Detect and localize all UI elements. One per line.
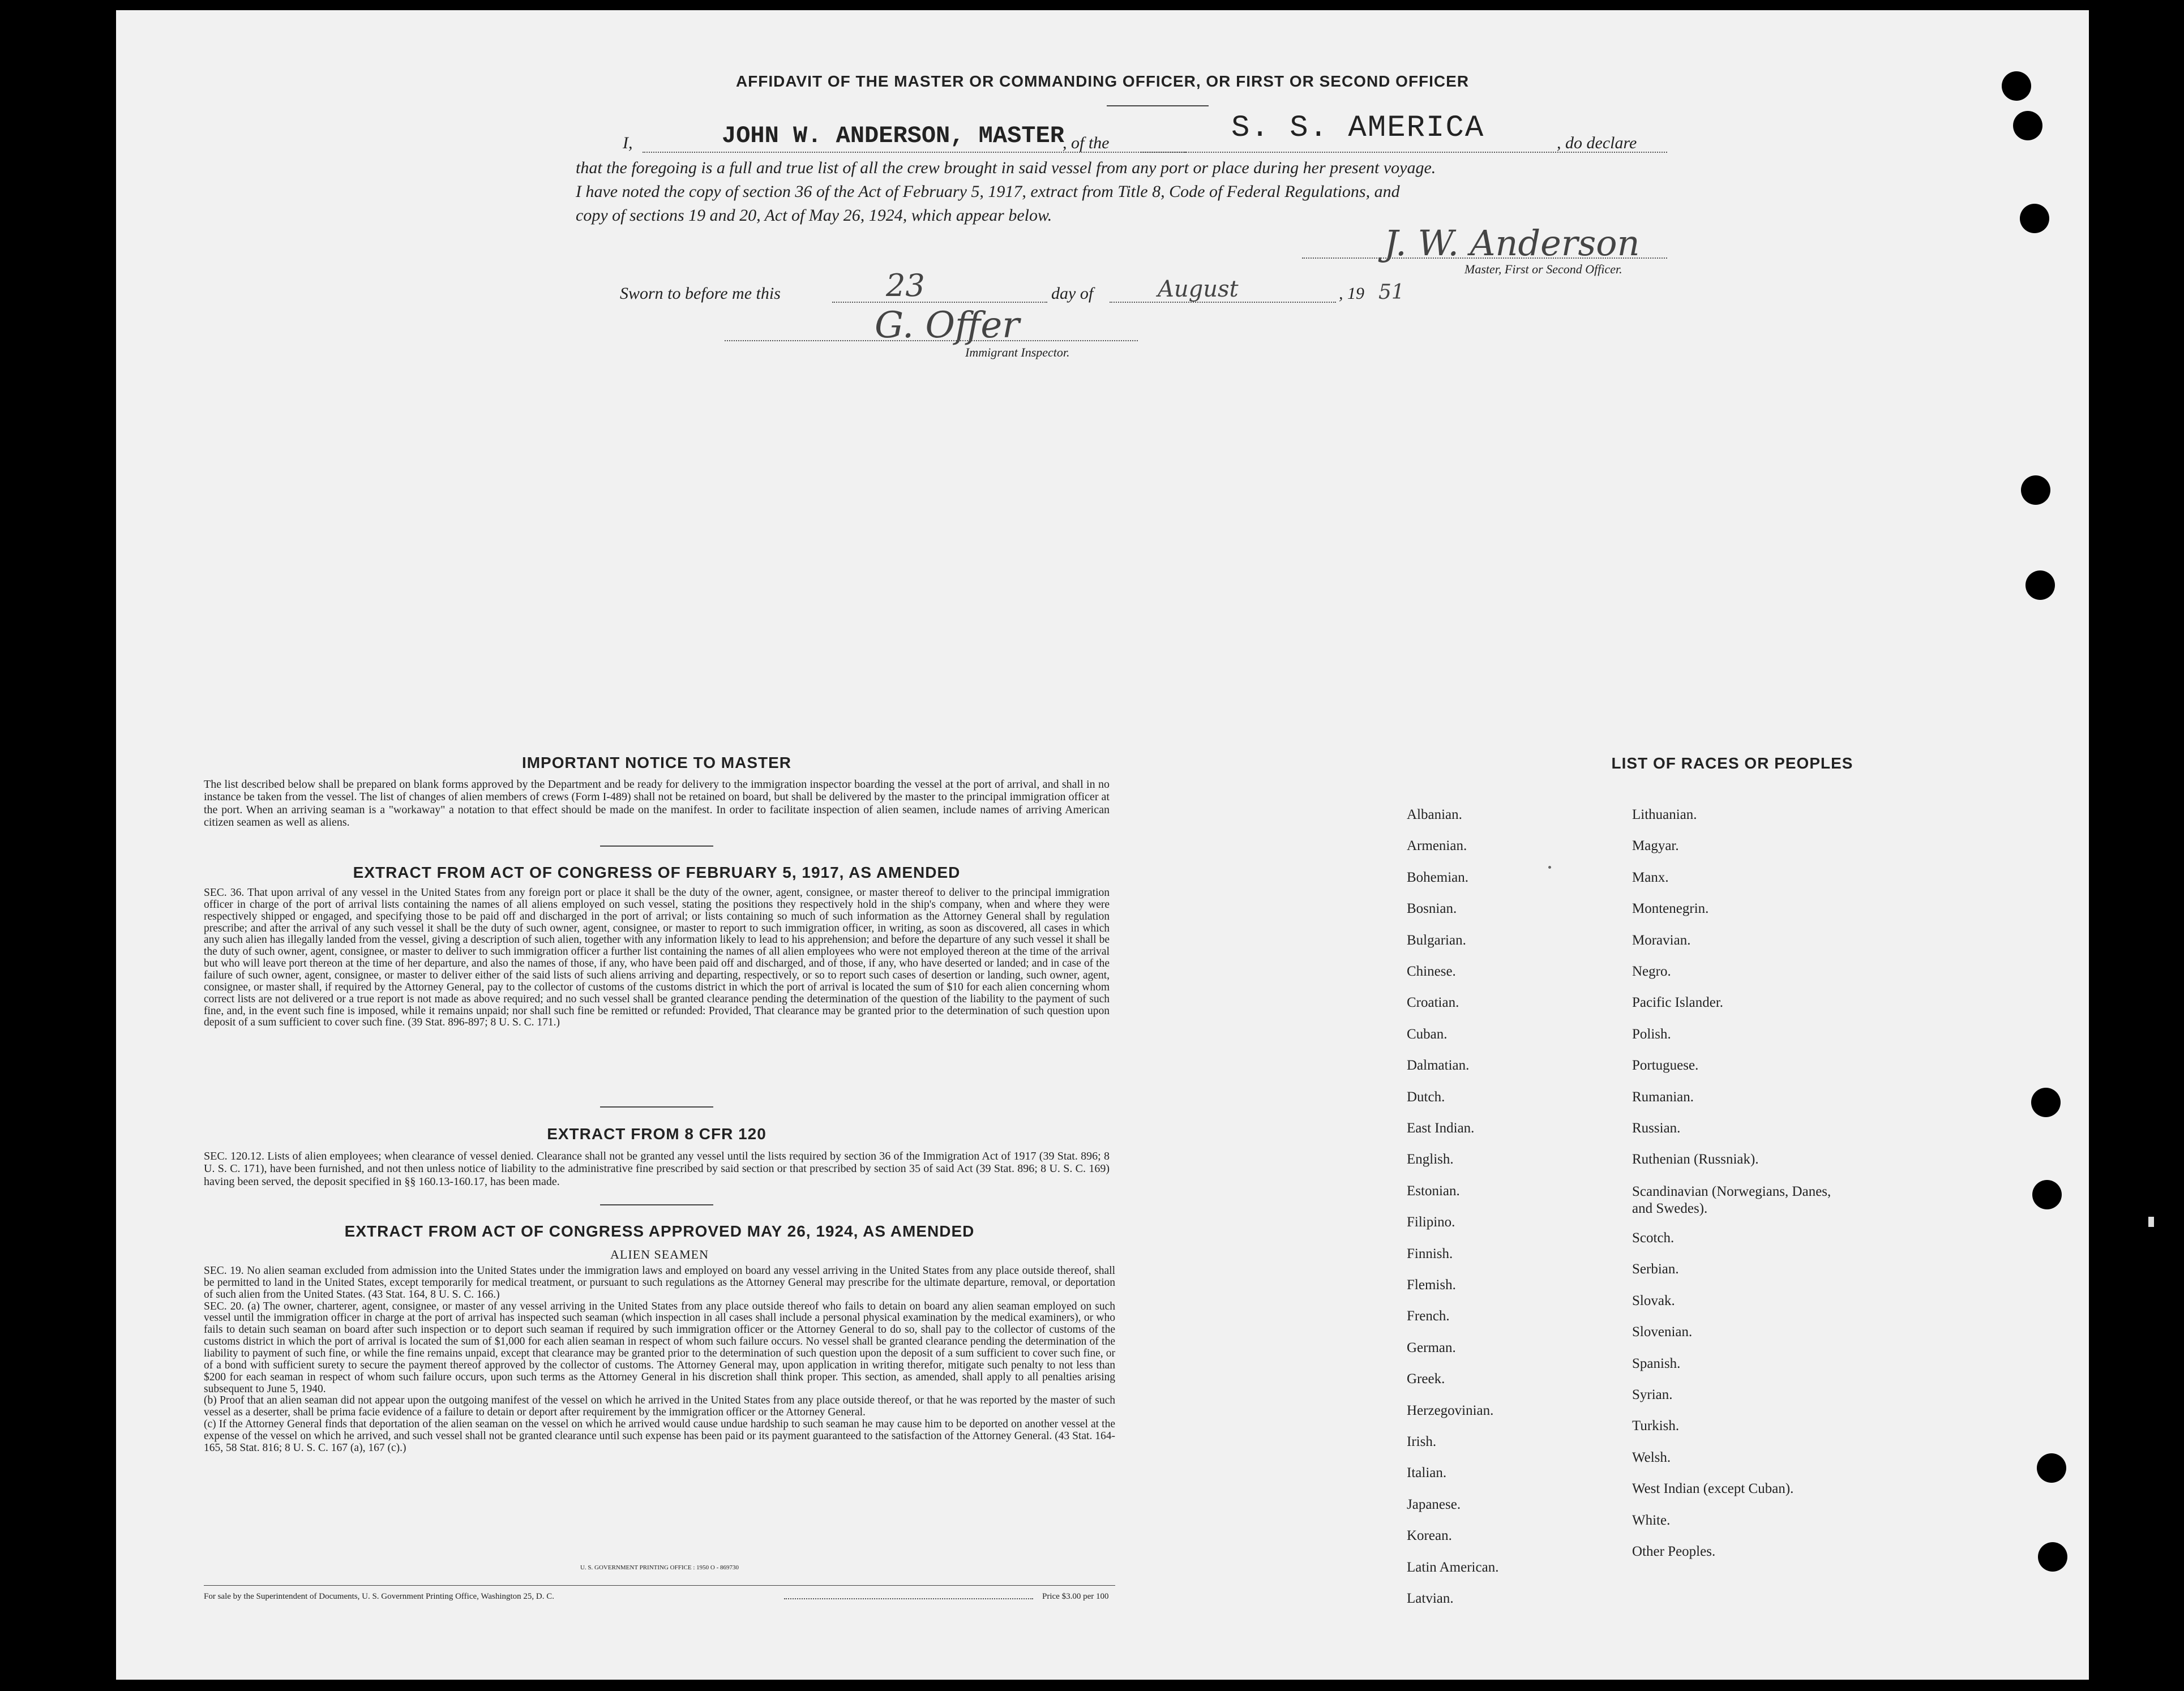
punch-hole [2037,1453,2066,1483]
master-signature: J. W. Anderson [1384,222,1640,264]
race-item: Russian. [1632,1121,1681,1136]
sec-20c-text: (c) If the Attorney General finds that deportation of the alien seaman on the vessel on which he arrived would cause undue hardship to such seaman he may cause him to be deported on another vessel at the expense of the vessel on which he arrived, and such vessel shall not be granted clearance until such expense has been paid or its payment guaranteed to the satisfaction of the Attorney General. (43 Stat. 164-165, 58 Stat. 816; 8 U. S. C. 167 (a), 167 (c).) [204,1418,1115,1454]
affidavit-title: AFFIDAVIT OF THE MASTER OR COMMANDING OFFICER, OR FIRST OR SECOND OFFICER [735,72,1470,90]
inspector-caption: Immigrant Inspector. [965,345,1070,359]
inspector-dotline [725,340,1138,341]
race-item: Finnish. [1407,1246,1453,1261]
price-text: Price $3.00 per 100 [1042,1592,1109,1601]
notice-text: The list described below shall be prepared on blank forms approved by the Department and be ready for delivery to the immigration inspector boarding the vessel at the port of arrival, and shall in no instance be taken from the vessel. The list of changes of alien members of crews (Form I-489) shall not be retained on board, but shall be delivered by the master to the principal immigration officer at the port. When an arriving seaman is a "workaway" a notation to that effect should be made on the manifest. In order to facilitate inspection of alien seamen, include names of arriving American citizen seamen as well as aliens. [204,778,1110,829]
races-title: LIST OF RACES OR PEOPLES [1611,754,1853,772]
affidavit-line-4: copy of sections 19 and 20, Act of May 26, 1924, which appear below. [576,206,1052,225]
punch-hole [2031,1088,2061,1117]
race-item: Scandinavian (Norwegians, Danes, and Swedes). [1632,1183,1831,1216]
scan-mark [2148,1217,2154,1227]
race-item: White. [1632,1512,1671,1528]
extract-1924-body [204,1265,1115,1454]
race-item: Turkish. [1632,1418,1680,1434]
extract-1924-title: EXTRACT FROM ACT OF CONGRESS APPROVED MAY 26, 1924, AS AMENDED [344,1222,975,1240]
notice-rule [600,846,713,847]
race-item: Armenian. [1407,838,1467,854]
sec-20b-text: (b) Proof that an alien seaman did not appear upon the outgoing manifest of the vessel on which he arrived in the United States from any place outside thereof, or that he was reported by the master of such vessel as a deserter, shall be prima facie evidence of a failure to detain or deport after requirement by the immigration officer or the Attorney General. [204,1394,1115,1419]
race-item: Chinese. [1407,964,1456,979]
races-left-column [1407,10,1412,16]
i-label: I, [623,134,633,152]
race-item: Syrian. [1632,1387,1673,1402]
for-sale-text: For sale by the Superintendent of Documents, U. S. Government Printing Office, Washington 25, D. C. [204,1592,554,1601]
punch-hole [2002,71,2031,101]
of-the-label: , of the [1063,134,1110,152]
year-prefix: , 19 [1339,284,1364,303]
race-item: Cuban. [1407,1026,1448,1042]
master-name: JOHN W. ANDERSON, MASTER [722,122,1064,149]
extract-1917-text: SEC. 36. That upon arrival of any vessel in the United States from any foreign port or place it shall be the duty of the owner, agent, consignee, or master thereof to deliver to the principal immigration officer in charge of the port of arrival lists containing the names of all aliens employed on such vessel, stating the positions they respectively hold in the ship's company, when and where they were respectively shipped or engaged, and specifying those to be paid off and discharged in the port of arrival; or lists containing so much of such information as the Attorney General shall by regulation prescribe; and after the arrival of any such vessel it shall be the duty of such owner, agent, consignee, or master to report to such immigration officer, in writing, as soon as discovered, all cases in which any such alien has illegally landed from the vessel, giving a description of such alien, together with any information likely to lead to his apprehension; and before the departure of any such vessel it shall be the duty of such owner, agent, consignee, or master to deliver to such immigration officer a further list containing the names of all alien employees who were not employed thereon at the time of the arrival but who will leave port thereon at the time of her departure, and also the names of those, if any, who have been paid off and discharged, and of those, if any, who have deserted or landed; and in case of the failure of such owner, agent, consignee, or master to deliver either of the said lists of such aliens arriving and departing, respectively, or so to report such cases of desertion or landing, such owner, agent, consignee, or master shall, if required by the Attorney General, pay to the collector of customs of the customs district in which the port of arrival is located the sum of $10 for each alien concerning whom correct lists are not delivered or a true report is not made as above required; and no such vessel shall be granted clearance pending the determination of the question of the liability to the payment of such fine, and, in the event such fine is imposed, while it remains unpaid; nor shall such fine be remitted or refunded: Provided, That clearance may be granted prior to the determination of such question upon deposit of a sum sufficient to cover such fine. (39 Stat. 896-897; 8 U. S. C. 171.) [204,887,1110,1029]
race-item: Manx. [1632,869,1669,885]
notice-title: IMPORTANT NOTICE TO MASTER [521,754,792,771]
footer-rule [204,1585,1115,1586]
race-item: West Indian (except Cuban). [1632,1481,1794,1497]
document-page [116,10,2089,1680]
race-item: Other Peoples. [1632,1543,1716,1559]
race-item: Polish. [1632,1026,1671,1042]
race-item: Greek. [1407,1371,1445,1387]
punch-hole [2032,1180,2062,1209]
race-item: Negro. [1632,964,1671,979]
punch-hole [2038,1542,2067,1572]
race-item: Bosnian. [1407,901,1457,917]
race-item: Scotch. [1632,1230,1675,1246]
sworn-month: August [1158,276,1239,302]
race-item: Slovenian. [1632,1324,1693,1340]
gpo-imprint: U. S. GOVERNMENT PRINTING OFFICE : 1950 O - 869730 [580,1564,739,1571]
inspector-signature: G. Offer [875,304,1020,346]
race-item: Rumanian. [1632,1089,1694,1105]
affidavit-line-2: that the foregoing is a full and true list of all the crew brought in said vessel from any port or place during her present voyage. [576,158,1436,177]
race-item: Estonian. [1407,1183,1460,1199]
extract-1917-rule [600,1106,713,1108]
race-item: Flemish. [1407,1277,1456,1293]
race-item: Irish. [1407,1434,1437,1449]
race-item: Dalmatian. [1407,1058,1470,1074]
race-item: Italian. [1407,1465,1447,1481]
extract-1917-title: EXTRACT FROM ACT OF CONGRESS OF FEBRUARY 5, 1917, AS AMENDED [353,864,961,881]
extract-cfr-text: SEC. 120.12. Lists of alien employees; when clearance of vessel denied. Clearance shall not be granted any vessel until the lists required by section 36 of the Immigration Act of 1917 (39 Stat. 896; 8 U. S. C. 171), have been furnished, and not then unless notice of liability to the administrative fine prescribed by said section or that prescribed by section 35 of said Act (39 Stat. 896; 8 U. S. C. 169) having been served, the deposit specified in §§ 160.13-160.17, has been made. [204,1150,1110,1188]
race-item: East Indian. [1407,1121,1475,1136]
punch-hole [2013,111,2042,140]
year-suffix: 51 [1378,281,1404,304]
sec-20a-text: SEC. 20. (a) The owner, charterer, agent, consignee, or master of any vessel arriving in the United States from any place outside thereof who fails to detain on board any alien seaman employed on such vessel until the immigration officer in charge at the port of arrival has inspected such seaman (which inspection in all cases shall include a personal physical examination by the medical examiners), or who fails to detain such seaman on board after such inspection or to deport such seaman if required by such immigration officer or the Attorney General to do so, shall pay to the collector of customs of the customs district in which the port of arrival is located the sum of $1,000 for each alien seaman in respect of whom such failure occurs. No vessel shall be granted clearance pending the determination of the liability to payment of such fine, or while the fine remains unpaid, except that clearance may be granted prior to the determination of such question upon the deposit of a sum sufficient to cover such fine, or of a bond with sufficient surety to secure the payment thereof approved by the collector of customs. The Attorney General may, upon application in writing therefor, mitigate such penalty to not less than $200 for each seaman in respect of whom such failure occurs, upon such terms as the Attorney General in his discretion shall think proper. This section, as amended, shall apply to all penalties arising subsequent to June 5, 1940. [204,1300,1115,1395]
race-item: Pacific Islander. [1632,995,1724,1011]
sworn-label: Sworn to before me this [620,284,781,303]
speck [1548,866,1551,869]
race-item: Bulgarian. [1407,932,1466,948]
race-item: Portuguese. [1632,1058,1699,1074]
punch-hole [2025,570,2055,600]
title-rule [1107,105,1209,106]
vessel-name: S. S. AMERICA [1231,111,1485,145]
race-item: Magyar. [1632,838,1679,854]
race-item: Latin American. [1407,1559,1499,1575]
race-item: Croatian. [1407,995,1459,1011]
affidavit-line-3: I have noted the copy of section 36 of the Act of February 5, 1917, extract from Title 8, Code of Federal Regulations, and [576,182,1400,201]
footer-dotline [784,1598,1033,1599]
race-item: Korean. [1407,1528,1452,1544]
race-item: Bohemian. [1407,869,1469,885]
day-of-label: day of [1051,284,1094,303]
extract-cfr-rule [600,1204,713,1205]
race-item: Lithuanian. [1632,807,1697,822]
race-item: Moravian. [1632,932,1691,948]
sec-19-text: SEC. 19. No alien seaman excluded from admission into the United States under the immigration laws and employed on board any vessel arriving in the United States from any place outside thereof, shall be permitted to land in the United States, except temporarily for medical treatment, or pursuant to such regulations as the Attorney General may prescribe for the ultimate departure, removal, or deportation of such alien from the United States. (43 Stat. 164, 8 U. S. C. 166.) [204,1265,1115,1301]
signature-caption: Master, First or Second Officer. [1464,262,1622,276]
sworn-day: 23 [886,268,925,303]
race-item: English. [1407,1152,1454,1168]
race-item: Serbian. [1632,1261,1679,1277]
signature-dotline [1302,257,1667,259]
race-item: Latvian. [1407,1591,1454,1606]
alien-seamen-subtitle: ALIEN SEAMEN [610,1247,709,1261]
punch-hole [2020,204,2049,233]
race-item: Dutch. [1407,1089,1445,1105]
punch-hole [2021,475,2050,505]
do-declare-label: , do declare [1557,134,1637,152]
race-item: Slovak. [1632,1293,1675,1308]
race-item: Japanese. [1407,1496,1461,1512]
race-item: Albanian. [1407,807,1462,822]
race-item: Spanish. [1632,1355,1681,1371]
extract-cfr-title: EXTRACT FROM 8 CFR 120 [547,1125,766,1143]
race-item: German. [1407,1340,1456,1355]
race-item: Ruthenian (Russniak). [1632,1152,1759,1168]
race-item: Filipino. [1407,1214,1455,1230]
races-right-column [1632,10,1638,16]
race-item: French. [1407,1308,1450,1324]
day-dotline [832,302,1047,303]
race-item: Montenegrin. [1632,901,1709,917]
race-item: Welsh. [1632,1449,1671,1465]
race-item: Herzegovinian. [1407,1402,1494,1418]
